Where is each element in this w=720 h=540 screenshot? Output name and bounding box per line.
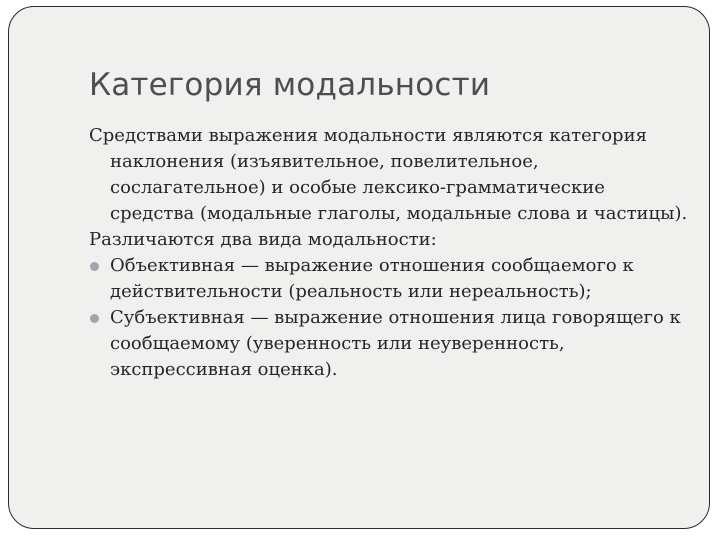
bullet-item-subjective xyxy=(89,305,689,383)
bullet-text-subjective: Субъективная — выражение отношения лица говорящего к сообщаемому (уверенность или неуверенность, экспрессивная оценка). xyxy=(110,307,681,380)
slide xyxy=(8,6,710,529)
paragraph-modality-types: Различаются два вида модальности: xyxy=(89,229,437,250)
slide-title: Категория модальности xyxy=(89,67,491,103)
paragraph-modality-means: Средствами выражения модальности являются категория наклонения (изъявительное, повелительное, сослагательное) и особые лексико-грамматические средства (модальные глаголы, модальные слова и частицы). xyxy=(89,125,688,224)
bullet-icon xyxy=(90,262,99,271)
bullet-text-objective: Объективная — выражение отношения сообщаемого к действительности (реальность или нереальность); xyxy=(110,255,634,302)
bullet-item-objective xyxy=(89,253,689,305)
slide-body xyxy=(89,123,689,383)
bullet-icon xyxy=(90,314,99,323)
